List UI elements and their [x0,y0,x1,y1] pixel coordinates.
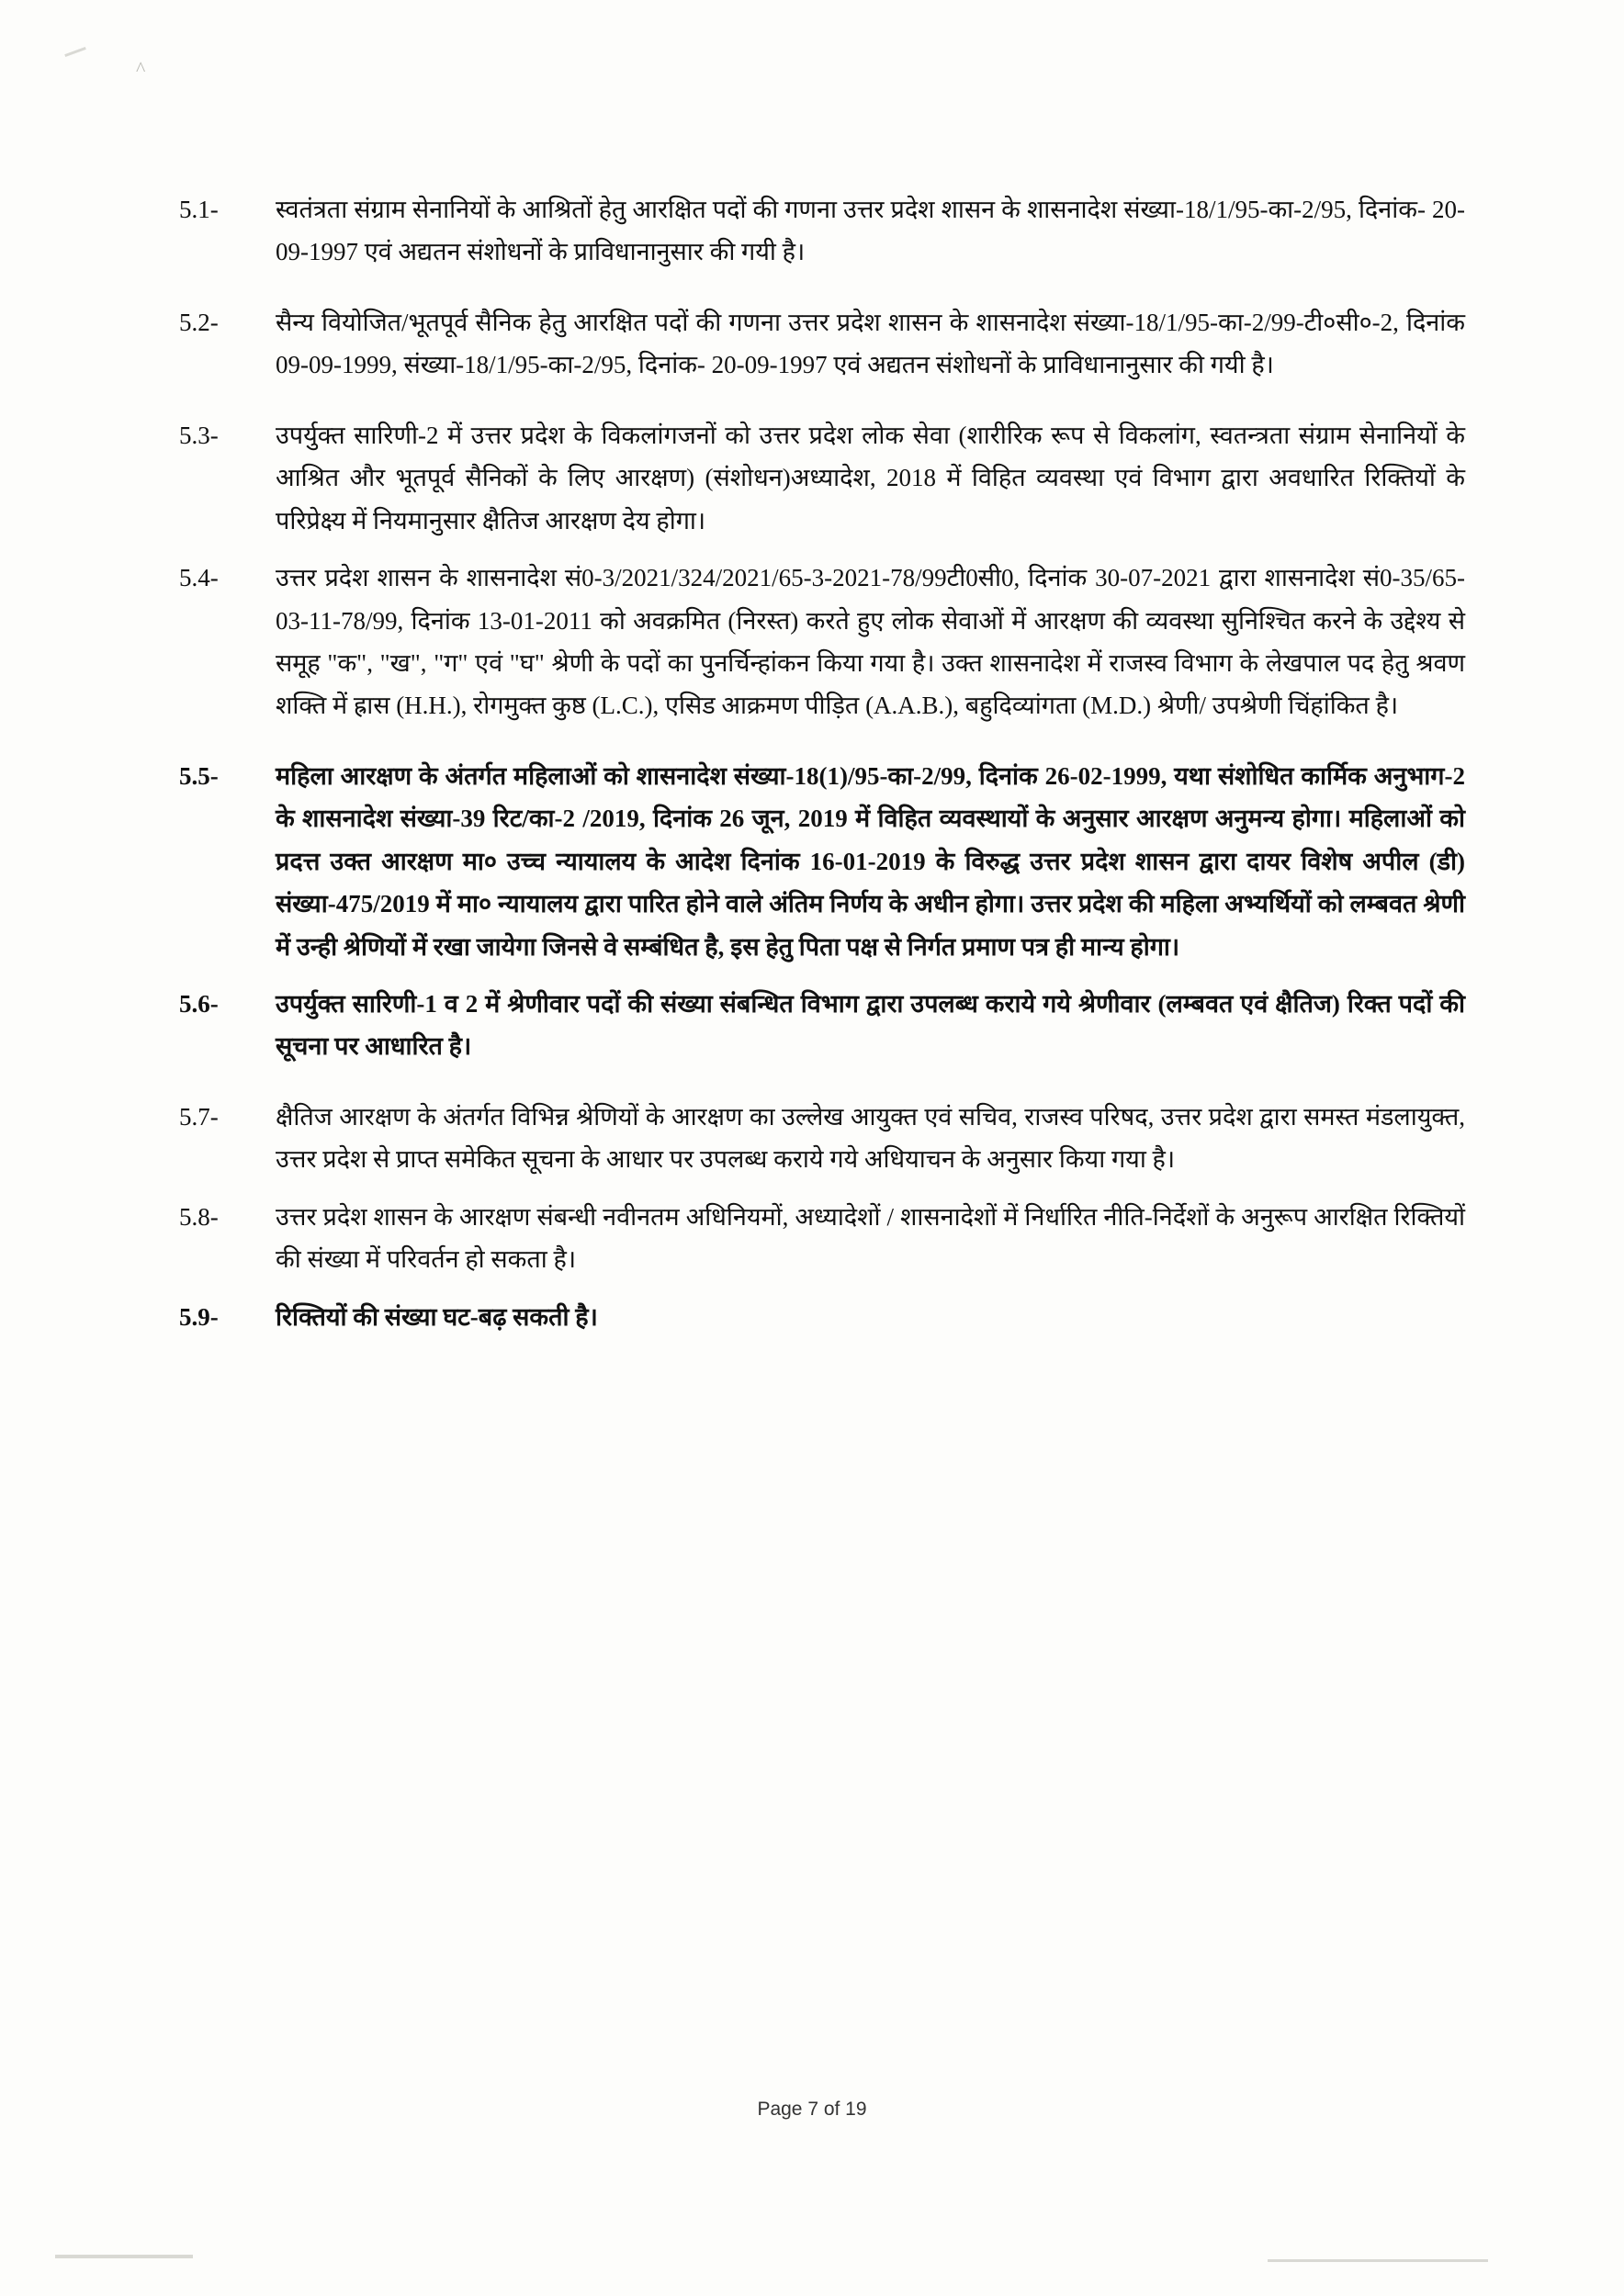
scan-artifact-bottom-right [1268,2259,1488,2262]
clause-number: 5.5- [179,761,219,790]
clause-text: उत्तर प्रदेश शासन के आरक्षण संबन्धी नवीनतम अधिनियमों, अध्यादेशों / शासनादेशों में निर्धारित नीति-निर्देशों के अनुरूप आरक्षित रिक्तियों की संख्या में परिवर्तन हो सकता है। [276,1202,1465,1274]
clause-item [179,1296,1465,1338]
clause-item [179,188,1465,274]
scan-artifact-bottom-left [55,2255,193,2258]
clause-number: 5.3- [179,421,219,449]
clause-number: 5.6- [179,990,219,1018]
clause-text: उपर्युक्त सारिणी-1 व 2 में श्रेणीवार पदों की संख्या संबन्धित विभाग द्वारा उपलब्ध कराये गये श्रेणीवार (लम्बवत एवं क्षैतिज) रिक्त पदों की सूचना पर आधारित है। [276,990,1465,1061]
clause-item [179,414,1465,542]
clause-item [179,1096,1465,1181]
clause-text: सैन्य वियोजित/भूतपूर्व सैनिक हेतु आरक्षित पदों की गणना उत्तर प्रदेश शासन के शासनादेश संख्या-18/1/95-का-2/99-टी०सी०-2, दिनांक 09-09-1999, संख्या-18/1/95-का-2/95, दिनांक- 20-09-1997 एवं अद्यतन संशोधनों के प्राविधानानुसार की गयी है। [276,308,1465,379]
clause-number: 5.9- [179,1302,219,1331]
clause-number: 5.1- [179,196,219,223]
clause-number: 5.7- [179,1102,219,1131]
clause-item [179,557,1465,727]
clause-text: उत्तर प्रदेश शासन के शासनादेश सं0-3/2021/324/2021/65-3-2021-78/99टी0सी0, दिनांक 30-07-2021 द्वारा शासनादेश सं0-35/65-03-11-78/99, दिनांक 13-01-2011 को अवक्रमित (निरस्त) करते हुए लोक सेवाओं में आरक्षण की व्यवस्था सुनिश्चित करने के उद्देश्य से समूह "क", "ख", "ग" एवं "घ" श्रेणी के पदों का पुनर्चिन्हांकन किया गया है। उक्त शासनादेश में राजस्व विभाग के लेखपाल पद हेतु श्रवण शक्ति में ह्रास (H.H.), रोगमुक्त कुष्ठ (L.C.), एसिड आक्रमण पीड़ित (A.A.B.), बहुदिव्यांगता (M.D.) श्रेणी/ उपश्रेणी चिंहांकित है। [276,564,1465,720]
clause-number: 5.8- [179,1202,219,1231]
clause-number: 5.4- [179,564,219,592]
clause-list [179,188,1465,1366]
clause-item [179,1196,1465,1281]
page-footer: Page 7 of 19 [757,2099,867,2120]
clause-text: क्षैतिज आरक्षण के अंतर्गत विभिन्न श्रेणियों के आरक्षण का उल्लेख आयुक्त एवं सचिव, राजस्व परिषद, उत्तर प्रदेश द्वारा समस्त मंडलायुक्त, उत्तर प्रदेश से प्राप्त समेकित सूचना के आधार पर उपलब्ध कराये गये अधियाचन के अनुसार किया गया है। [276,1102,1465,1174]
scan-artifact-top-left [64,47,86,57]
clause-item [179,755,1465,968]
clause-item [179,983,1465,1068]
margin-caret-mark: ^ [136,57,146,80]
clause-text: स्वतंत्रता संग्राम सेनानियों के आश्रितों हेतु आरक्षित पदों की गणना उत्तर प्रदेश शासन के शासनादेश संख्या-18/1/95-का-2/95, दिनांक- 20-09-1997 एवं अद्यतन संशोधनों के प्राविधानानुसार की गयी है। [276,196,1465,266]
clause-text: रिक्तियों की संख्या घट-बढ़ सकती है। [276,1302,598,1331]
clause-text: उपर्युक्त सारिणी-2 में उत्तर प्रदेश के विकलांगजनों को उत्तर प्रदेश लोक सेवा (शारीरिक रूप से विकलांग, स्वतन्त्रता संग्राम सेनानियों के आश्रित और भूतपूर्व सैनिकों के लिए आरक्षण) (संशोधन)अध्यादेश, 2018 में विहित व्यवस्था एवं विभाग द्वारा अवधारित रिक्तियों के परिप्रेक्ष्य में नियमानुसार क्षैतिज आरक्षण देय होगा। [276,421,1465,535]
clause-text: महिला आरक्षण के अंतर्गत महिलाओं को शासनादेश संख्या-18(1)/95-का-2/99, दिनांक 26-02-1999, यथा संशोधित कार्मिक अनुभाग-2 के शासनादेश संख्या-39 रिट/का-2 /2019, दिनांक 26 जून, 2019 में विहित व्यवस्थायों के अनुसार आरक्षण अनुमन्य होगा। महिलाओं को प्रदत्त उक्त आरक्षण मा० उच्च न्यायालय के आदेश दिनांक 16-01-2019 के विरुद्ध उत्तर प्रदेश शासन द्वारा दायर विशेष अपील (डी) संख्या-475/2019 में मा० न्यायालय द्वारा पारित होने वाले अंतिम निर्णय के अधीन होगा। उत्तर प्रदेश की महिला अभ्यर्थियों को लम्बवत श्रेणी में उन्ही श्रेणियों में रखा जायेगा जिनसे वे सम्बंधित है, इस हेतु पिता पक्ष से निर्गत प्रमाण पत्र ही मान्य होगा। [276,761,1465,961]
clause-number: 5.2- [179,308,219,336]
clause-item [179,301,1465,387]
